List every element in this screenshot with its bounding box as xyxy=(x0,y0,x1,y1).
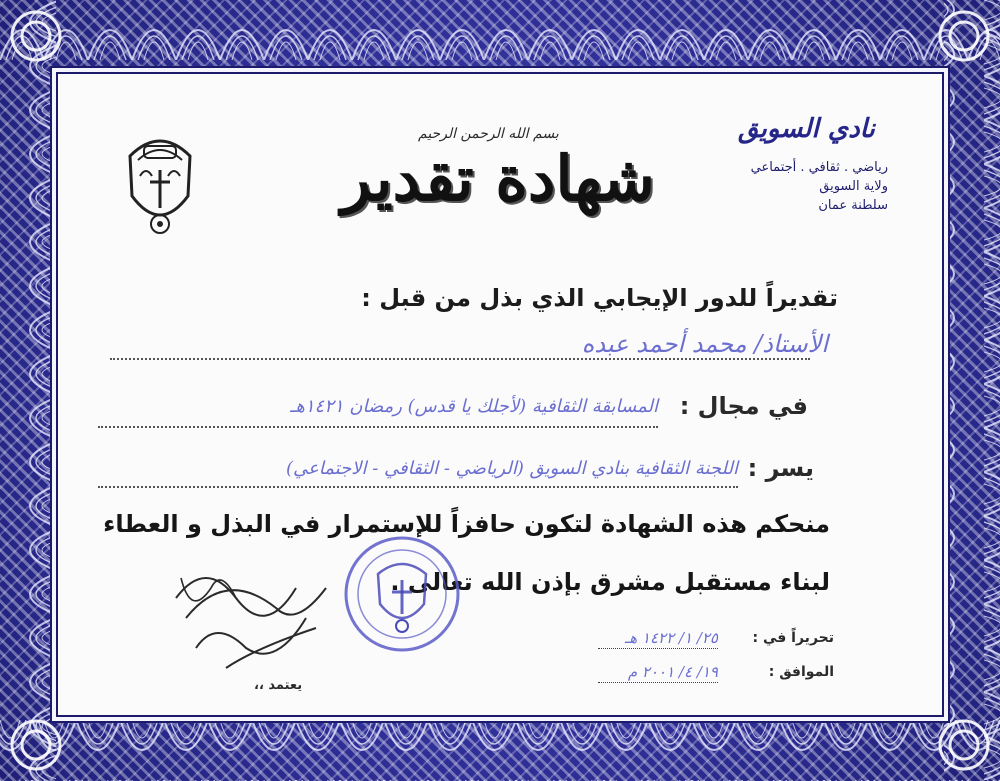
body-text-line: منحكم هذه الشهادة لتكون حافزاً للإستمرار في البذل و العطاء xyxy=(103,510,830,538)
dotted-line xyxy=(98,426,658,428)
body-text-line: لبناء مستقبل مشرق بإذن الله تعالى . xyxy=(390,568,830,596)
approved-label: يعتمد ،، xyxy=(254,678,303,693)
date-hijri-value: ٢٥/ ١/ ١٤٢٢ هـ xyxy=(624,629,718,647)
date-gregorian-label: الموافق : xyxy=(768,664,834,680)
dotted-line xyxy=(98,486,738,488)
recipient-name: الأستاذ/ محمد أحمد عبده xyxy=(581,330,828,358)
club-detail-line: رياضي . ثقافي . أجتماعي xyxy=(750,160,888,175)
date-gregorian-value: ١٩/ ٤/ ٢٠٠١ م xyxy=(627,663,718,681)
club-detail-line: ولاية السويق xyxy=(819,179,888,194)
club-details xyxy=(738,158,888,215)
field-value: المسابقة الثقافية (لأجلك يا قدس) رمضان ١٤٢١هـ xyxy=(290,396,658,417)
dotted-line xyxy=(110,358,810,360)
organizer-value: اللجنة الثقافية بنادي السويق (الرياضي - الثقافي - الاجتماعي) xyxy=(286,458,738,479)
club-name: نادي السويق xyxy=(738,114,875,144)
dotted-line xyxy=(598,682,718,683)
organizer-label: يسر : xyxy=(747,454,814,482)
basmala: بسم الله الرحمن الرحيم xyxy=(418,126,559,142)
field-label: في مجال : xyxy=(679,392,808,420)
certificate-title: شهادة تقدير xyxy=(341,142,655,215)
dotted-line xyxy=(598,648,718,649)
club-emblem-icon xyxy=(120,126,200,238)
official-stamp-icon xyxy=(342,534,462,654)
intro-text: تقديراً للدور الإيجابي الذي بذل من قبل : xyxy=(361,284,838,312)
certificate-body xyxy=(58,74,942,715)
club-detail-line: سلطنة عمان xyxy=(818,198,888,213)
date-hijri-label: تحريراً في : xyxy=(752,630,834,646)
handwritten-signature xyxy=(166,558,346,678)
